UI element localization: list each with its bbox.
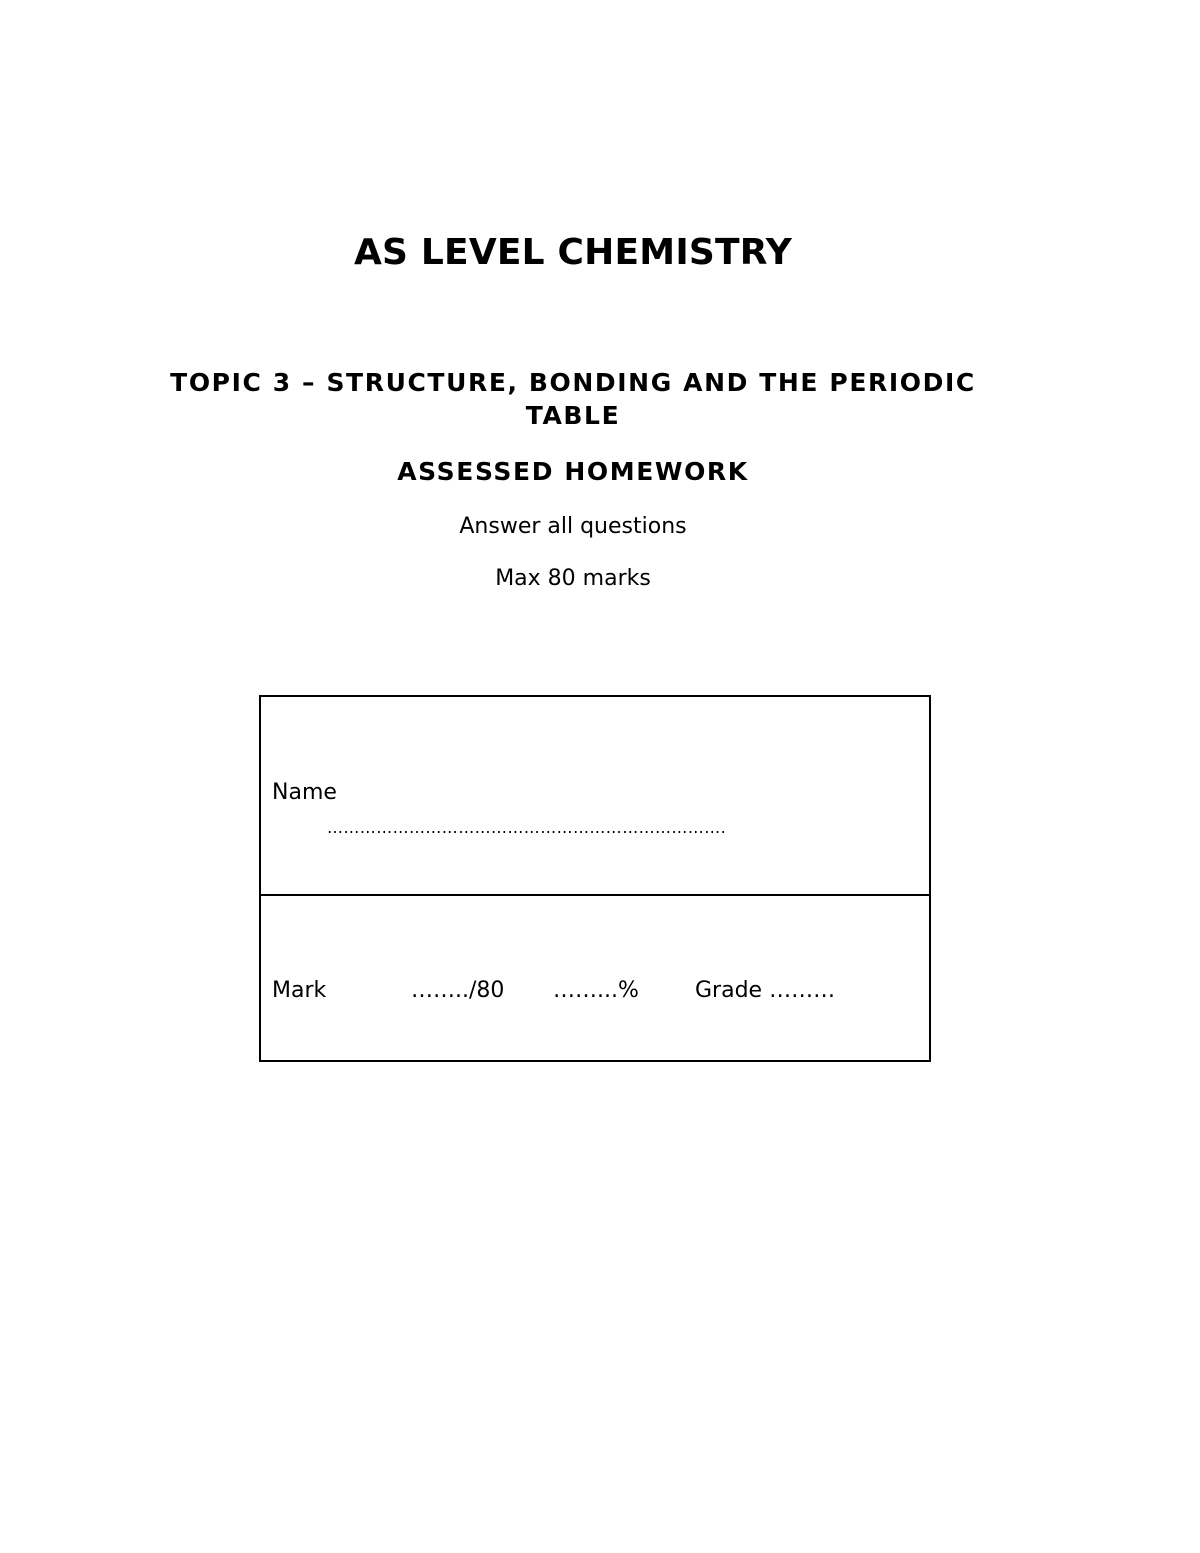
percent-field[interactable]: ……...% [553,978,639,1003]
assessment-type-heading: ASSESSED HOMEWORK [397,457,749,486]
mark-row [261,896,929,1060]
page-title: AS LEVEL CHEMISTRY [353,232,793,273]
score-field[interactable]: ……../80 [411,978,505,1003]
instruction-text: Answer all questions [459,514,687,539]
name-row [261,697,929,896]
name-label: Name [272,780,337,805]
student-info-box [259,695,931,1062]
topic-title: TOPIC 3 – STRUCTURE, BONDING AND THE PERIODIC TABLE [170,368,976,430]
max-marks-text: Max 80 marks [495,566,651,591]
mark-label: Mark [272,978,327,1003]
name-field[interactable]: ………………………………………………………………. [327,818,727,837]
grade-field[interactable]: Grade ……… [695,978,836,1003]
